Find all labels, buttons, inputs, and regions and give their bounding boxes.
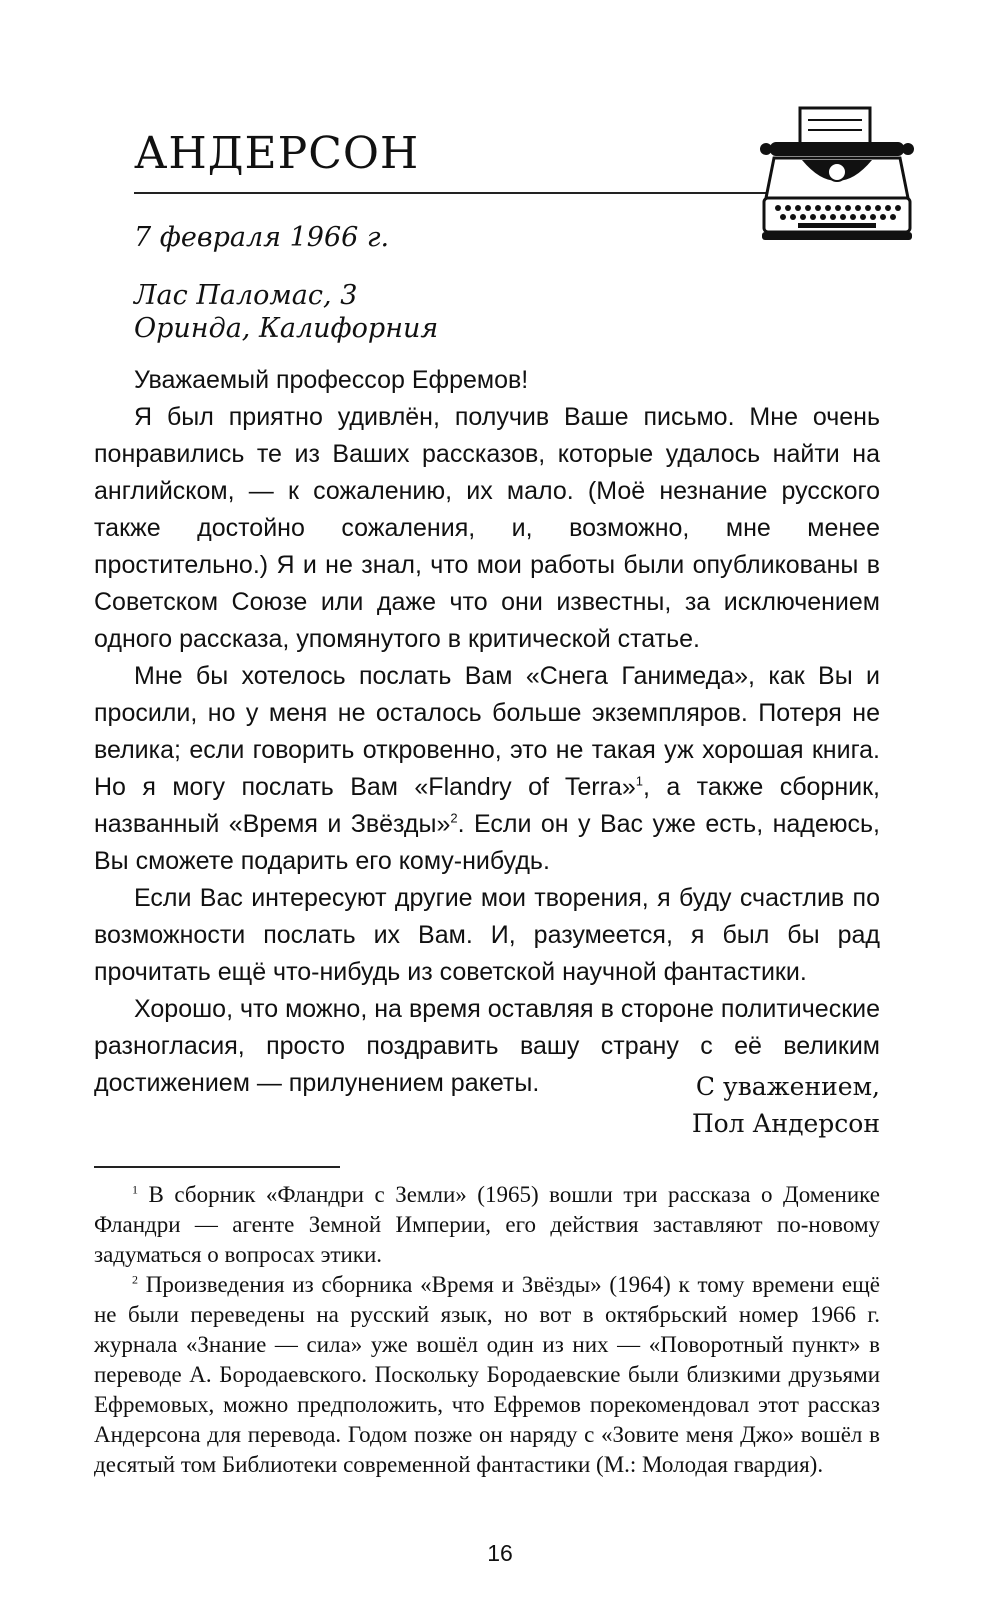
greeting: Уважаемый профессор Ефремов! bbox=[134, 366, 529, 394]
paragraph-2-part-1: Мне бы хотелось послать Вам «Снега Ганимеда», как Вы и просили, но у меня не осталось больше экземпляров. Потеря не велика; если говорить откровенно, это не такая уж хорошая книга. Но я могу послать Вам «Flandry of Terra» bbox=[94, 662, 880, 801]
footnote-mark-2: 2 bbox=[132, 1272, 138, 1287]
paragraph-3: Если Вас интересуют другие мои творения, я буду счастлив по возможности послать их Вам. И, разумеется, я был бы рад прочитать ещё что-нибудь из советской научной фантастики. bbox=[94, 884, 880, 986]
footnote-1 bbox=[94, 1180, 880, 1270]
footnote-text-2: Произведения из сборника «Время и Звёзды» (1964) к тому времени ещё не были переведены на русский язык, но вот в октябрьский номер 1966 г. журнала «Знание — сила» уже вошёл один из них — «Поворотный пункт» в переводе А. Бородаевского. Поскольку Бородаевские были близкими друзьями Ефремовых, можно предположить, что Ефремов порекомендовал этот рассказ Андерсона для перевода. Годом позже он наряду с «Зовите меня Джо» вошёл в десятый том Библиотеки современной фантастики (М.: Молодая гвардия). bbox=[94, 1272, 881, 1477]
paragraph-2-part-2: , а также сборник, названный «Время и Звёзды» bbox=[94, 773, 880, 838]
title-underline bbox=[134, 192, 774, 194]
paragraph-1: Я был приятно удивлён, получив Ваше письмо. Мне очень понравились те из Ваших рассказов, которые удалось найти на английском, — к сожалению, их мало. (Моё незнание русского также достойно сожаления, и, возможно, мне менее простительно.) Я и не знал, что мои работы были опубликованы в Советском Союзе или даже что они известны, за исключением одного рассказа, упомянутого в критической статье. bbox=[94, 403, 880, 653]
letter-date: 7 февраля 1966 г. bbox=[134, 222, 390, 253]
chapter-title: АНДЕРСОН bbox=[134, 128, 420, 179]
closing: С уважением, bbox=[695, 1072, 880, 1101]
paragraph-2-part-3: . Если он у Вас уже есть, надеюсь, Вы сможете подарить его кому-нибудь. bbox=[94, 810, 880, 875]
footnote-separator bbox=[94, 1166, 340, 1168]
paragraph-4: Хорошо, что можно, на время оставляя в стороне политические разногласия, просто поздравить вашу страну с её великим достижением — прилунением ракеты. bbox=[94, 995, 880, 1097]
footnotes bbox=[94, 1180, 880, 1480]
address-line-2: Оринда, Калифорния bbox=[134, 313, 439, 344]
letter-body bbox=[94, 362, 880, 1102]
page-number: 16 bbox=[487, 1540, 513, 1566]
paragraph-2 bbox=[94, 658, 880, 880]
address-line-1: Лас Паломас, 3 bbox=[134, 280, 358, 311]
footnote-mark-1: 1 bbox=[132, 1182, 138, 1197]
typewriter-icon bbox=[758, 98, 918, 258]
signoff bbox=[692, 1068, 880, 1142]
footnote-text-1: В сборник «Фландри с Земли» (1965) вошли три рассказа о Доменике Фландри — агенте Земной Империи, его действия заставляют по-новому задуматься о вопросах этики. bbox=[94, 1182, 880, 1267]
signature: Пол Андерсон bbox=[691, 1109, 880, 1138]
footnote-ref-2: 2 bbox=[450, 810, 458, 826]
footnote-2 bbox=[94, 1270, 880, 1480]
footnote-ref-1: 1 bbox=[635, 773, 643, 789]
